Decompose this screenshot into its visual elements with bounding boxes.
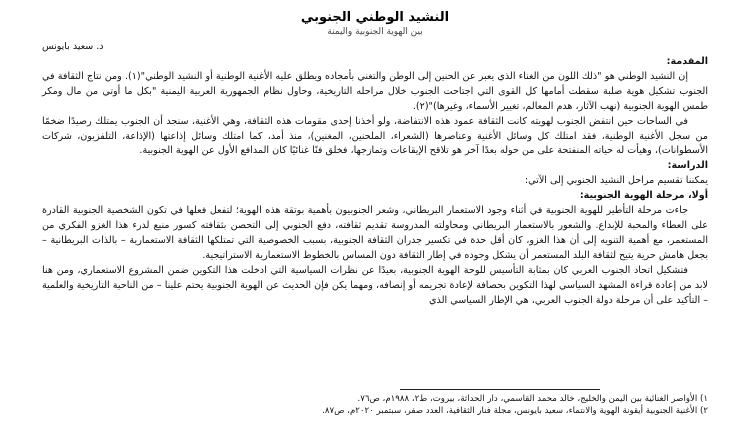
paragraph: فتشكيل اتحاد الجنوب العربي كان بمثابة التأسيس للوحة الهوية الجنوبية، بعيدًا عن نظرات السياسية التي ادخلت هذا التكوين ضمن المشروع الاستعماري، ومن هنا لابد من إعادة قراءة المشهد السياسي لهذا التكوين بحصافة لإعادة تجريمه أو إنصافه، ومهما يكن فإن الحديث عن الهوية الجنوبية يحتم علينا – من الناحية التاريخية والعلمية – التأكيد على أن مرحلة دولة الجنوب العربي، هي الإطار السياسي الذي <box>42 264 708 306</box>
footnote: ٢) الأغنية الجنوبية أيقونة الهوية والانتماء، سعيد بايونس، مجلة فنار الثقافية، العدد صفر، سبتمبر ٢٠٢٠م، ص٨٧. <box>322 406 708 416</box>
study-intro: يمكننا تقسيم مراحل النشيد الجنوبي إلى الآتي: <box>524 175 708 187</box>
phase1-heading: أولا، مرحلة الهوية الجنوبية: <box>579 190 708 202</box>
document-title: النشيد الوطني الجنوبي <box>300 10 450 25</box>
intro-heading: المقدمة: <box>666 56 708 67</box>
footnote-divider <box>400 389 600 390</box>
document-subtitle: بين الهوية الجنوبية واليمنة <box>327 27 423 37</box>
author-name: د. سعيد بايونس <box>42 41 104 52</box>
paragraph: جاءت مرحلة التأطير للهوية الجنوبية في أثناء وجود الاستعمار البريطاني، وشعر الجنوبيون بأهمية بوتقة هذه الهوية؛ لتفعل فعلها في تكون الشخصية الجنوبية القادرة على العطاء والمحبة للإبداع. والشعور بالاستعمار البريطاني ومحاولته المدروسة تقديم ثقافته، دفع الجنوبي إلى التحصن بثقافته كسور منيع لدرء هذا الغزو الفكري من المستعمر، مع أهمية التنويه إلى أن هذا الغزو، كان أقل حدة في تكسير جدران الثقافة الجنوبية، بسبب الخصوصية التي تمتلكها الثقافة الاستعمارية – بالذات البريطانية – بجعل هامش حرية يتيح لثقافة البلد المستعمر أن يشكل وجوده في إطار الثقافة دون المساس بالخطوط الاستعمارية الاستراتيجية. <box>42 205 708 261</box>
paragraph: في الساحات حين انتفض الجنوب لهويته كانت الثقافة عمود هذه الانتفاضة، ولو أخذنا إحدى مقومات هذه الثقافة، وهي الأغنية، سنجد أن الجنوب يمتلك رصيدًا ضخمًا من سجل الأغنية الوطنية، فقد امتلك كل وسائل الأغنية وعناصرها (الشعراء، الملحنين، المغنين)، منذ أمد، كما امتلك وسائل إذاعتها (الإذاعة، التلفزيون، شركات الأسطوانات)، وهيأت له حياته المنفتحة على من حوله بعدًا آخر هو تلاقح الإيقاعات وتمازجها، فخلق فنًا غنائيًا كان المدافع الأول عن الهوية الجنوبية. <box>42 115 708 157</box>
paragraph: إن النشيد الوطني هو "ذلك اللون من الغناء الذي يعبر عن الحنين إلى الوطن والتغني بأمجاده ويطلق عليه الأغنية الوطنية أو النشيد الوطني"(١). ومن نتاج الثقافة في الجنوب تشكيل هوية صلبة سقطت أمامها كل القوى التي اجتاحت الجنوب خلال مراحله التاريخية، وحاول نظام الجمهورية العربية اليمنية "بكل ما أوتي من مال ومكر طمس الهوية الجنوبية (نهب الآثار، هدم المعالم، تغيير الأسماء، وغيرها)"(٢). <box>42 70 708 112</box>
document-body <box>42 55 708 308</box>
footnotes <box>42 393 708 417</box>
study-heading: الدراسة: <box>667 160 708 172</box>
footnote: ١) الأواصر الغنائية بين اليمن والخليج، خالد محمد القاسمي، دار الحداثة، بيروت، ط٢، ١٩٨٨م، ص٧٦. <box>357 394 708 404</box>
